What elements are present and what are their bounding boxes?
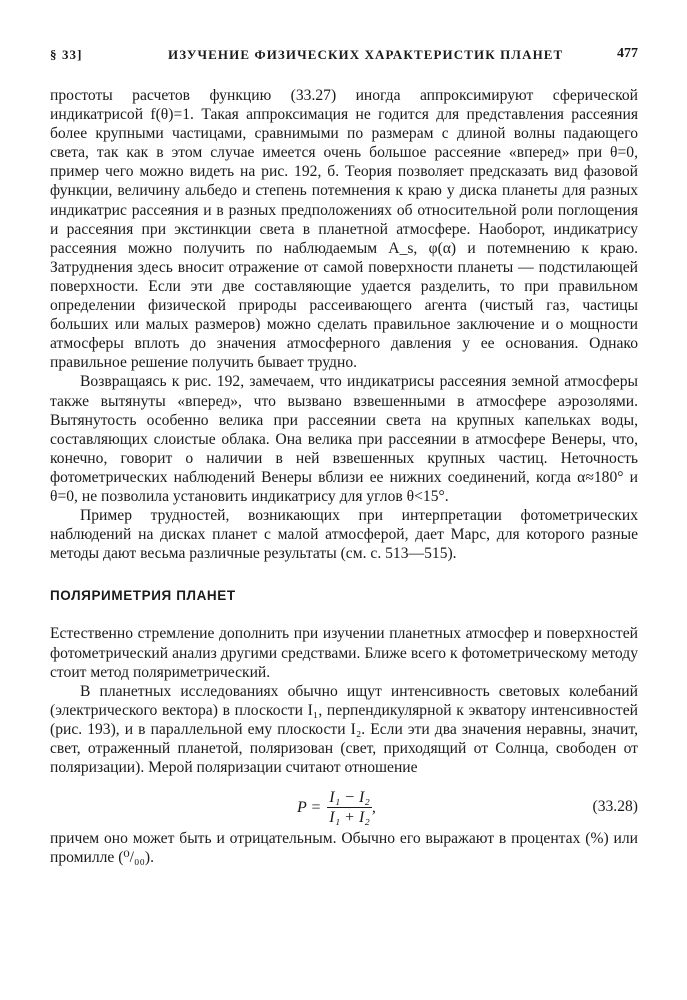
page-number: 477 — [617, 46, 638, 61]
running-title: ИЗУЧЕНИЕ ФИЗИЧЕСКИХ ХАРАКТЕРИСТИК ПЛАНЕТ — [168, 47, 564, 62]
page-body — [50, 86, 638, 867]
paragraph-3: Пример трудностей, возникающих при интерпретации фотометрических наблюдений на дисках планет с малой атмосферой, дает Марс, для которого разные методы дают весьма различные результаты (см. с. 513—515). — [50, 507, 638, 563]
formula-trail: , — [371, 799, 376, 817]
formula-denominator: I₁ + I₂ — [329, 809, 370, 827]
paragraph-4: Естественно стремление дополнить при изучении планетных атмосфер и поверхностей фотометрический анализ другими средствами. Ближе всего к фотометрическому методу стоит метод поляриметрический. — [50, 625, 638, 681]
formula-expression — [297, 789, 376, 826]
paragraph-2: Возвращаясь к рис. 192, замечаем, что индикатрисы рассеяния земной атмосферы также вытянуты «вперед», что вызвано взвешенными в атмосфере аэрозолями. Вытянутость особенно велика при рассеянии света на крупных капельках воды, составляющих слоистые облака. Она велика при рассеянии в атмосфере Венеры, что, конечно, говорит о наличии в ней взвешенных крупных частиц. Неточность фотометрических наблюдений Венеры вблизи ее нижних соединений, когда α≈180° и θ=0, не позволила установить индикатрису для углов θ<15°. — [50, 373, 638, 505]
paragraph-5: В планетных исследованиях обычно ищут интенсивность световых колебаний (электрического вектора) в плоскости I₁, перпендикулярной к экватору интенсивностей (рис. 193), и в параллельной ему плоскости I₂. Если эти два значения неравны, значит, свет, отраженный планетой, поляризован (свет, приходящий от Солнца, свободен от поляризации). Мерой поляризации считают отношение — [50, 682, 638, 777]
formula-number: (33.28) — [592, 798, 638, 816]
formula-numerator: I₁ − I₂ — [329, 789, 370, 807]
paragraph-1: простоты расчетов функцию (33.27) иногда аппроксимируют сферической индикатрисой f(θ)=1. Такая аппроксимация не годится для представления рассеяния более крупными частицами, сравнимыми по размерам с длиной волны падающего света, так как в этом случае имеется очень большое рассеяние «вперед» при θ=0, пример чего можно видеть на рис. 192, б. Теория позволяет предсказать вид фазовой функции, величину альбедо и степень потемнения к краю у диска планеты для разных индикатрис рассеяния и в разных предположениях об относительной роли поглощения и рассеяния при экстинкции света в планетной атмосфере. Наоборот, индикатрису рассеяния можно получить по наблюдаемым A_s, φ(α) и потемнению к краю. Затруднения здесь вносит отражение от самой поверхности планеты — подстилающей поверхности. Если эти две составляющие удается разделить, то при правильном определении физической природы рассеивающего агента (чистый газ, частицы больших или малых размеров) можно сделать правильное заключение и о мощности атмосферы вплоть до значения атмосферного давления у ее основания. Однако правильное решение получить бывает трудно. — [50, 87, 638, 372]
paragraph-6: причем оно может быть и отрицательным. Обычно его выражают в процентах (%) или промилле (⁰/₀₀). — [50, 830, 638, 867]
formula-lhs: P = — [297, 799, 322, 817]
formula-fraction — [327, 789, 372, 826]
formula-33-28 — [50, 783, 638, 827]
section-marker: § 33] — [50, 47, 83, 62]
section-heading: ПОЛЯРИМЕТРИЯ ПЛАНЕТ — [50, 588, 236, 604]
